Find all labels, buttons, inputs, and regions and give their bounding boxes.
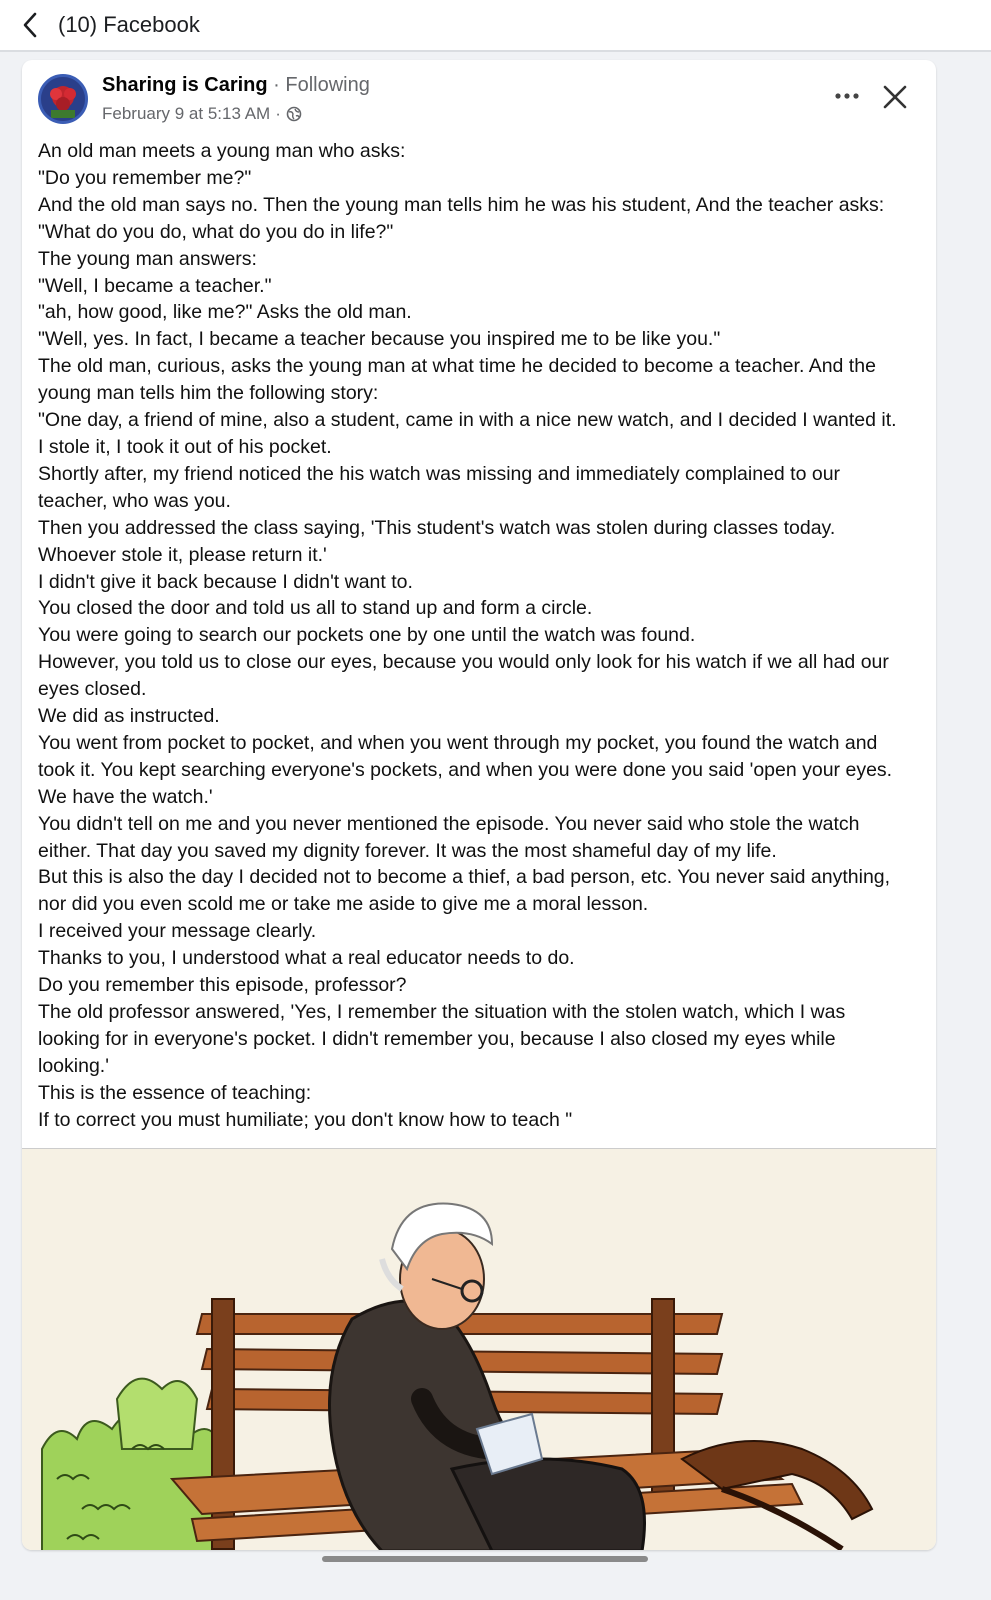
post-text-line: teacher, who was you.	[38, 489, 231, 512]
post-text-line: The young man answers:	[38, 247, 257, 270]
home-indicator[interactable]	[322, 1556, 648, 1562]
post-text-line: An old man meets a young man who asks:	[38, 140, 406, 162]
post-text-line: You were going to search our pockets one by one until the watch was found.	[38, 624, 696, 647]
post-text-line: took it. You kept searching everyone's pockets, and when you were done you said 'open your eyes.	[38, 758, 893, 781]
old-man-on-bench-illustration	[22, 1149, 936, 1550]
post-image[interactable]	[22, 1148, 936, 1550]
post-text-line: young man tells him the following story:	[38, 382, 379, 405]
author-separator: ·	[273, 74, 280, 96]
post-text-line: either. That day you saved my dignity forever. It was the most shameful day of my life.	[38, 839, 777, 862]
post-text-line: And the old man says no. Then the young man tells him he was his student, And the teacher asks:	[38, 193, 885, 216]
post-text-line: Whoever stole it, please return it.'	[38, 543, 327, 566]
avatar-image	[41, 77, 85, 121]
post-text-line: You didn't tell on me and you never mentioned the episode. You never said who stole the watch	[38, 812, 860, 835]
post-author-line	[102, 74, 370, 97]
post-text-line: However, you told us to close our eyes, because you would only look for his watch if we all had our	[38, 651, 889, 674]
post-text-line: "ah, how good, like me?" Asks the old man.	[38, 301, 412, 324]
post-text-line: Do you remember this episode, professor?	[38, 974, 407, 997]
post-text-line: "Well, yes. In fact, I became a teacher because you inspired me to be like you."	[38, 328, 721, 351]
post-text-line: Shortly after, my friend noticed the his watch was missing and immediately complained to our	[38, 462, 841, 485]
post-text-line: "What do you do, what do you do in life?"	[38, 220, 394, 243]
post-text-line: I didn't give it back because I didn't want to.	[38, 570, 413, 593]
post-card	[22, 60, 936, 1550]
post-timestamp[interactable]: February 9 at 5:13 AM	[102, 104, 271, 123]
post-text-line: This is the essence of teaching:	[38, 1081, 312, 1104]
app-title: (10) Facebook	[58, 12, 200, 37]
post-header	[22, 60, 936, 135]
chevron-left-icon	[21, 12, 39, 38]
post-meta	[102, 104, 302, 124]
post-text-line: Thanks to you, I understood what a real educator needs to do.	[38, 947, 575, 970]
author-name[interactable]: Sharing is Caring	[102, 74, 268, 96]
post-text-line: You went from pocket to pocket, and when you went through my pocket, you found the watch and	[38, 731, 878, 754]
post-text-line: The old professor answered, 'Yes, I remember the situation with the stolen watch, which I was	[38, 1001, 846, 1023]
post-text-line: I received your message clearly.	[38, 920, 317, 943]
more-options-button[interactable]	[832, 86, 862, 106]
close-button[interactable]	[880, 82, 910, 112]
post-text-line: "One day, a friend of mine, also a student, came in with a nice new watch, and I decided I wanted it.	[38, 409, 897, 432]
avatar[interactable]	[38, 74, 88, 124]
post-text-line: looking.'	[38, 1054, 109, 1077]
post-text-line: "Well, I became a teacher."	[38, 274, 272, 297]
close-icon	[880, 82, 910, 112]
post-text-line: eyes closed.	[38, 678, 147, 701]
more-horizontal-icon	[832, 86, 862, 106]
post-text-line: Then you addressed the class saying, 'This student's watch was stolen during classes today.	[38, 516, 836, 539]
follow-status[interactable]: Following	[285, 74, 370, 96]
meta-separator: ·	[275, 104, 281, 123]
post-text-line: You closed the door and told us all to stand up and form a circle.	[38, 597, 593, 620]
post-text-line: "Do you remember me?"	[38, 166, 252, 189]
post-text-line: nor did you even scold me or take me aside to give me a moral lesson.	[38, 893, 649, 916]
post-text-line: If to correct you must humiliate; you don't know how to teach "	[38, 1108, 573, 1131]
top-bar	[0, 0, 991, 52]
post-text	[38, 138, 928, 1134]
back-button[interactable]	[16, 11, 44, 39]
post-text-line: The old man, curious, asks the young man at what time he decided to become a teacher. And the	[38, 355, 876, 378]
globe-icon	[286, 106, 302, 122]
post-text-line: We have the watch.'	[38, 785, 213, 808]
post-text-line: I stole it, I took it out of his pocket.	[38, 435, 332, 458]
post-text-line: But this is also the day I decided not to become a thief, a bad person, etc. You never said anything,	[38, 866, 891, 889]
post-text-line: We did as instructed.	[38, 705, 220, 728]
post-text-line: looking for in everyone's pocket. I didn't remember you, because I also closed my eyes while	[38, 1027, 836, 1050]
